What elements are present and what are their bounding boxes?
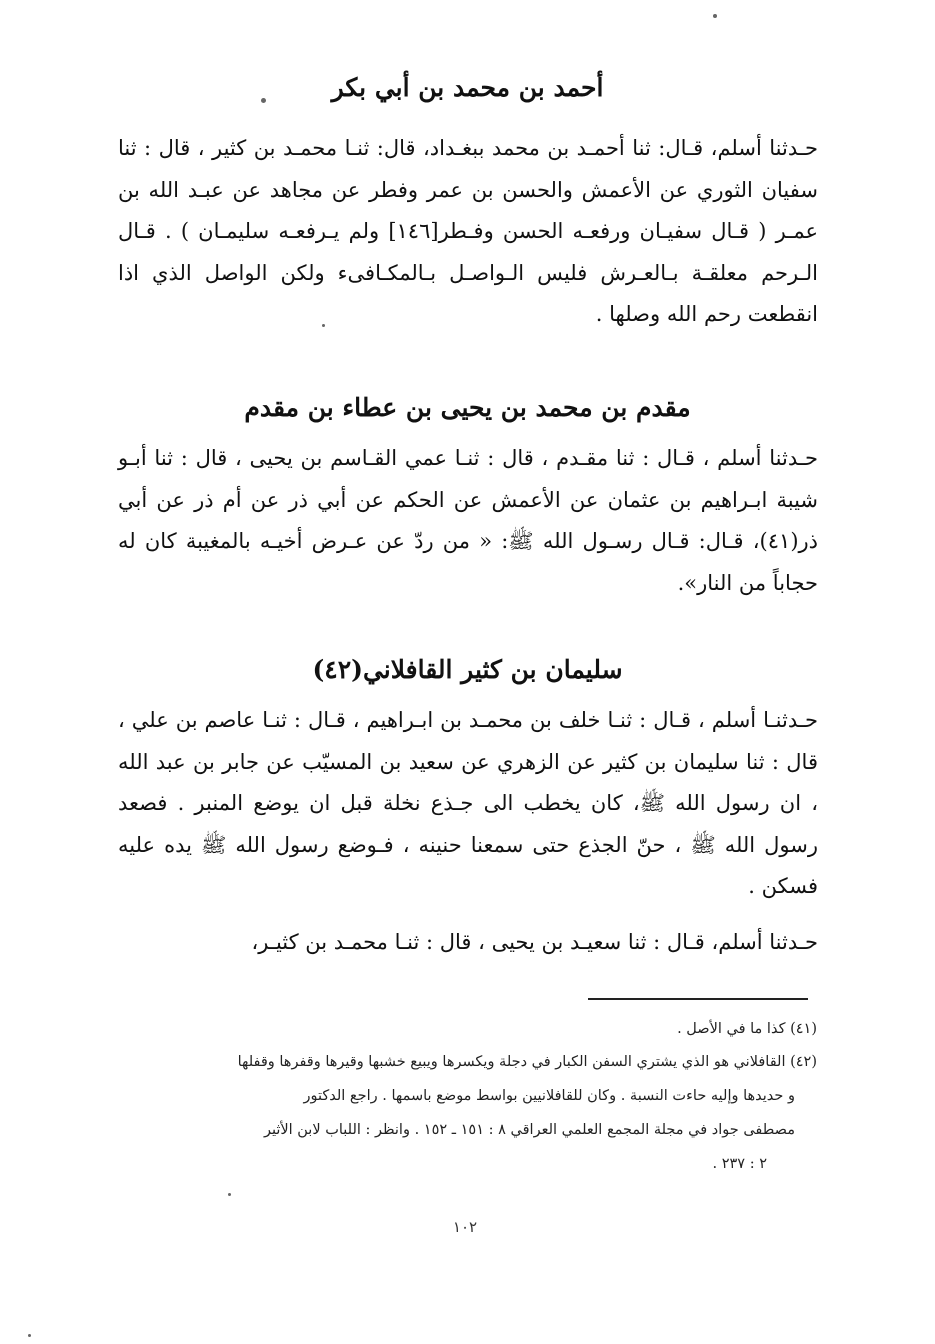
footnote: (٤٢) القافلاني هو الذي يشتري السفن الكبار في دجلة ويكسرها ويبيع خشبها وقيرها وقفرها وقفلها — [237, 1054, 817, 1070]
section-paragraph: حـدثنا أسلم، قـال : ثنا سعيـد بن يحيى ، قال : ثنـا محمـد بن كثيـر، — [251, 930, 818, 954]
section-paragraph: حـدثنـا أسلم ، قـال : ثنـا خلف بن محمـد بن ابـراهيم ، قـال : ثنـا عاصم بن علي ، قال : ثنا سليمان بن كثير عن الزهري عن سعيد بن المسيّب عن جابر بن عبد الله ، ان رسول الله ﷺ، كان يخطب الى جـذع نخلة قبل ان يوضع المنبر . فصعد رسول الله ﷺ ، حنّ الجذع حتى سمعنا حنينه ، فـوضع رسول الله ﷺ يده عليه فسكن . — [118, 708, 818, 898]
section-heading: أحمد بن محمد بن أبي بكر — [331, 73, 604, 102]
section-paragraph: حـدثنا أسلم، قـال: ثنا أحمـد بن محمد ببغـداد، قال: ثنـا محمـد بن كثير ، قال : ثنا سفيان الثوري عن الأعمش والحسن بن عمر وفطر عن مجاهد عن عبـد الله بن عمـر ( قـال سفيـان ورفعـه الحسن وفـطر[١٤٦] ولم يـرفعـه سليمـان ) . قـال الـرحم معلقـة بـالعـرش فليس الـواصـل بـالمكـافىء ولكن الواصل الذي اذا انقطعت رحم الله وصلها . — [118, 136, 818, 326]
scan-speck — [261, 98, 266, 103]
page-number: ١٠٢ — [452, 1218, 478, 1236]
section-heading: مقدم بن محمد بن يحيى بن عطاء بن مقدم — [244, 393, 691, 422]
footnote-continuation: و حديدها وإليه حاءت النسبة . وكان للقافلانيين بواسط موضع باسمها . راجع الدكتور — [303, 1088, 795, 1104]
section-heading: سليمان بن كثير القافلاني(٤٢) — [312, 655, 623, 684]
scan-speck — [713, 14, 717, 18]
footnote-continuation: ٢ : ٢٣٧ . — [712, 1156, 767, 1172]
scan-speck — [322, 324, 325, 327]
footnote-rule — [588, 998, 808, 1000]
footnote-continuation: مصطفى جواد في مجلة المجمع العلمي العراقي ٨ : ١٥١ ـ ١٥٢ . وانظر : اللباب لابن الأثير — [263, 1122, 795, 1138]
section-paragraph: حـدثنا أسلم ، قـال : ثنا مقـدم ، قال : ثنـا عمي القـاسم بن يحيى ، قال : ثنا أبـو شيبة ابـراهيم بن عثمان عن الأعمش عن الحكم عن أبي ذر عن أم ذر عن أبي ذر(٤١)، قـال: قـال رسـول الله ﷺ: « من ردّ عن عـرض أخيـه بالمغيبة كان له حجاباً من النار». — [118, 446, 818, 595]
scan-speck — [228, 1193, 231, 1196]
footnote: (٤١) كذا ما في الأصل . — [677, 1021, 817, 1037]
scan-speck — [28, 1334, 31, 1337]
